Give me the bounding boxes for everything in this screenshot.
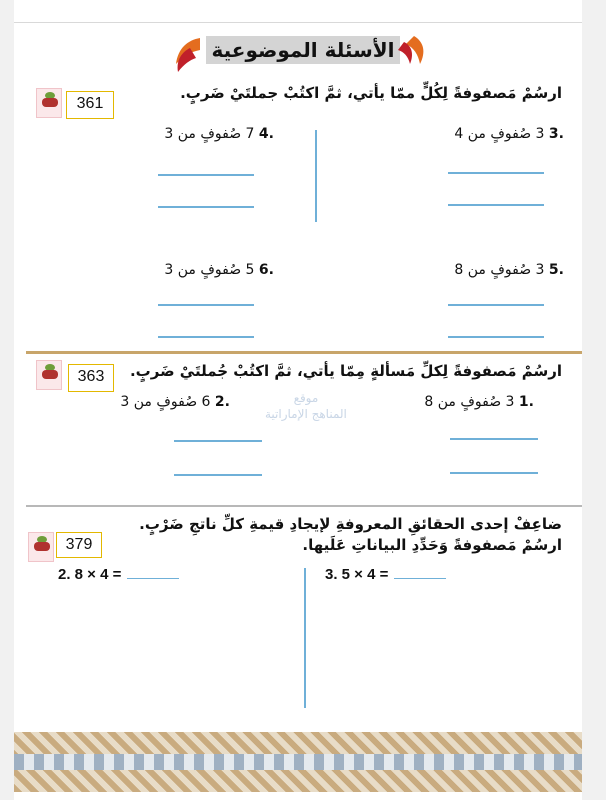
page-title: الأسئلة الموضوعية [206,36,401,64]
question-item: .3 3 صُفوفٍ من 4 [454,126,564,142]
page-ref-badge: 363 [68,364,114,392]
textbook-thumbnail-icon [36,360,62,390]
column-divider [315,130,317,222]
textbook-thumbnail-icon [36,88,62,118]
page-ref-badge: 379 [56,532,102,558]
answer-blank[interactable] [127,567,179,579]
section2-instruction: ارسُمْ مَصفوفةً لِكلِّ مَسألةٍ مِمّا يأتي، ثمَّ اكتُبْ جُملتَيْ ضَربٍ. [129,362,562,380]
watermark: موقع المناهج الإماراتية [265,391,347,421]
answer-line[interactable] [174,440,262,442]
answer-line[interactable] [448,172,544,174]
question-item: .1 3 صُفوفٍ من 8 [424,394,534,410]
answer-line[interactable] [450,438,538,440]
section1-instruction: ارسُمْ مَصفوفةً لِكُلٍّ ممّا يأتي، ثمَّ اكتُبْ جملتَيْ ضَربٍ. [180,84,562,102]
answer-line[interactable] [450,472,538,474]
question-item: .4 7 صُفوفٍ من 3 [164,126,274,142]
answer-line[interactable] [158,174,254,176]
equation-item: 2. 8 × 4 = [58,566,179,583]
answer-line[interactable] [158,304,254,306]
answer-line[interactable] [158,206,254,208]
question-item: .5 3 صُفوفٍ من 8 [454,262,564,278]
answer-blank[interactable] [394,567,446,579]
textbook-thumbnail-icon [28,532,54,562]
decorative-border [14,732,582,792]
section-divider [26,351,582,354]
section3-instruction-line2: ارسُمْ مَصفوفةً وَحَدِّدِ البياناتِ عَلَيها. [302,536,562,554]
page-ref-badge: 361 [66,91,114,119]
answer-line[interactable] [158,336,254,338]
section-divider [26,505,582,507]
answer-line[interactable] [448,336,544,338]
section3-instruction-line1: ضاعِفْ إحدى الحقائقِ المعروفةِ لإيجادِ قيمةِ كلِّ ناتجِ ضَرْبٍ. [139,515,562,533]
answer-line[interactable] [448,304,544,306]
answer-line[interactable] [448,204,544,206]
flame-icon-right [392,34,428,74]
question-item: .2 6 صُفوفٍ من 3 [120,394,230,410]
equation-item: 3. 5 × 4 = [325,566,446,583]
answer-line[interactable] [174,474,262,476]
top-divider [14,22,582,23]
column-divider [304,568,306,708]
question-item: .6 5 صُفوفٍ من 3 [164,262,274,278]
